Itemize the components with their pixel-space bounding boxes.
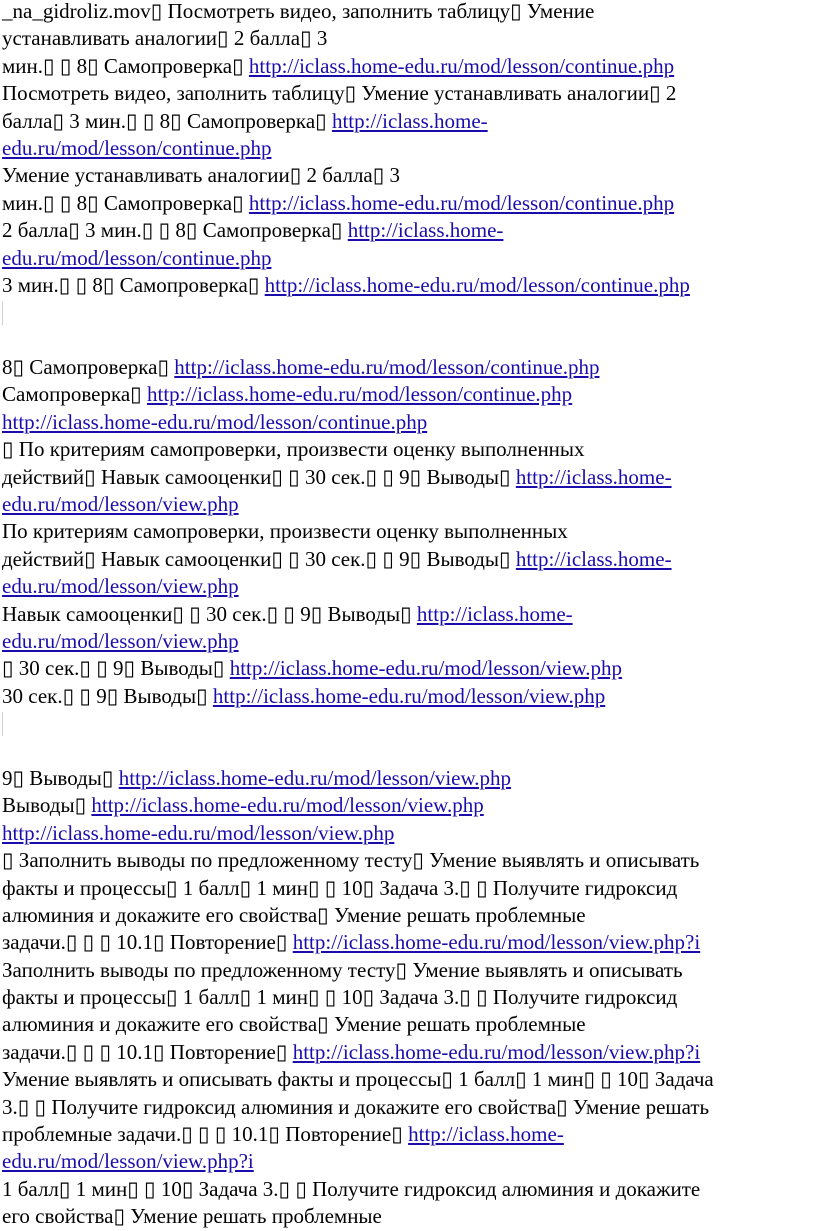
text-line <box>2 53 814 80</box>
lesson-link[interactable]: http://iclass.home-edu.ru/mod/lesson/view.php?i <box>292 1039 701 1064</box>
line-text: задачи.▯ ▯ ▯ 10.1▯ Повторение▯ <box>2 1039 293 1064</box>
text-line <box>2 190 814 217</box>
lesson-link[interactable]: http://iclass.home-edu.ru/mod/lesson/continue.php <box>146 382 573 407</box>
lesson-link[interactable]: http://iclass.home-edu.ru/mod/lesson/view.php <box>212 683 606 708</box>
line-text: 3.▯ ▯ Получите гидроксид алюминия и докажите его свойства▯ Умение решать <box>2 1094 710 1119</box>
text-line <box>2 1203 814 1230</box>
blank-line <box>2 299 814 326</box>
text-line <box>2 217 814 244</box>
text-line <box>2 1011 814 1038</box>
lesson-link[interactable]: http://iclass.home-edu.ru/mod/lesson/view.php <box>229 656 623 681</box>
text-line <box>2 1094 814 1121</box>
text-line <box>2 80 814 107</box>
line-text: его свойства▯ Умение решать проблемные <box>2 1204 382 1229</box>
blank-line <box>2 327 814 354</box>
text-line <box>2 436 814 463</box>
lesson-link[interactable]: edu.ru/mod/lesson/continue.php <box>2 135 272 160</box>
text-line <box>2 135 814 162</box>
text-line <box>2 573 814 600</box>
text-line <box>2 518 814 545</box>
line-text: факты и процессы▯ 1 балл▯ 1 мин▯ ▯ 10▯ Задача 3.▯ ▯ Получите гидроксид <box>2 875 678 900</box>
line-text: Заполнить выводы по предложенному тесту▯ Умение выявлять и описывать <box>2 957 683 982</box>
line-text: действий▯ Навык самооценки▯ ▯ 30 сек.▯ ▯ 9▯ Выводы▯ <box>2 464 516 489</box>
lesson-link[interactable]: http://iclass.home-edu.ru/mod/lesson/view.php?i <box>292 930 701 955</box>
text-line <box>2 108 814 135</box>
text-line <box>2 245 814 272</box>
text-line <box>2 1066 814 1093</box>
line-text: 9▯ Выводы▯ <box>2 765 119 790</box>
lesson-link[interactable]: http://iclass.home- <box>331 108 488 133</box>
line-text: ▯ 30 сек.▯ ▯ 9▯ Выводы▯ <box>2 656 230 681</box>
lesson-link[interactable]: http://iclass.home-edu.ru/mod/lesson/continue.php <box>2 409 428 434</box>
line-text: Навык самооценки▯ ▯ 30 сек.▯ ▯ 9▯ Выводы▯ <box>2 601 417 626</box>
line-text: 1 балл▯ 1 мин▯ ▯ 10▯ Задача 3.▯ ▯ Получите гидроксид алюминия и докажите <box>2 1176 701 1201</box>
text-line <box>2 1148 814 1175</box>
line-text: Посмотреть видео, заполнить таблицу▯ Умение устанавливать аналогии▯ 2 <box>2 81 677 106</box>
text-line <box>2 902 814 929</box>
line-text: балла▯ 3 мин.▯ ▯ 8▯ Самопроверка▯ <box>2 108 332 133</box>
lesson-link[interactable]: edu.ru/mod/lesson/view.php?i <box>2 1149 254 1174</box>
text-line <box>2 655 814 682</box>
text-line <box>2 765 814 792</box>
line-text: _na_gidroliz.mov▯ Посмотреть видео, заполнить таблицу▯ Умение <box>2 0 595 23</box>
line-text: Умение выявлять и описывать факты и процессы▯ 1 балл▯ 1 мин▯ ▯ 10▯ Задача <box>2 1067 714 1092</box>
blank-line <box>2 710 814 737</box>
text-line <box>2 25 814 52</box>
text-line <box>2 272 814 299</box>
lesson-link[interactable]: http://iclass.home- <box>416 601 573 626</box>
lesson-link[interactable]: http://iclass.home-edu.ru/mod/lesson/continue.php <box>248 190 675 215</box>
text-line <box>2 491 814 518</box>
text-line <box>2 1121 814 1148</box>
text-line <box>2 628 814 655</box>
line-text: алюминия и докажите его свойства▯ Умение решать проблемные <box>2 1012 586 1037</box>
text-line <box>2 0 814 25</box>
line-text: Самопроверка▯ <box>2 382 147 407</box>
lesson-link[interactable]: http://iclass.home-edu.ru/mod/lesson/view.php <box>118 765 512 790</box>
lesson-link[interactable]: http://iclass.home-edu.ru/mod/lesson/continue.php <box>174 355 600 380</box>
text-line <box>2 1176 814 1203</box>
line-text: ▯ По критериям самопроверки, произвести оценку выполненных <box>2 437 585 462</box>
lesson-link[interactable]: http://iclass.home- <box>515 546 672 571</box>
document-body <box>2 0 814 1231</box>
lesson-link[interactable]: http://iclass.home-edu.ru/mod/lesson/continue.php <box>248 53 675 78</box>
line-text: Выводы▯ <box>2 793 92 818</box>
text-line <box>2 546 814 573</box>
line-text: 30 сек.▯ ▯ 9▯ Выводы▯ <box>2 683 213 708</box>
line-text: факты и процессы▯ 1 балл▯ 1 мин▯ ▯ 10▯ Задача 3.▯ ▯ Получите гидроксид <box>2 985 678 1010</box>
text-line <box>2 847 814 874</box>
line-text: 8▯ Самопроверка▯ <box>2 355 175 380</box>
line-text: Умение устанавливать аналогии▯ 2 балла▯ 3 <box>2 163 401 188</box>
text-line <box>2 984 814 1011</box>
lesson-link[interactable]: http://iclass.home- <box>515 464 672 489</box>
line-text: задачи.▯ ▯ ▯ 10.1▯ Повторение▯ <box>2 930 293 955</box>
text-line <box>2 792 814 819</box>
text-line <box>2 683 814 710</box>
line-text: мин.▯ ▯ 8▯ Самопроверка▯ <box>2 190 249 215</box>
lesson-link[interactable]: edu.ru/mod/lesson/view.php <box>2 574 239 599</box>
text-line <box>2 601 814 628</box>
lesson-link[interactable]: http://iclass.home- <box>347 218 504 243</box>
lesson-link[interactable]: http://iclass.home-edu.ru/mod/lesson/view.php <box>91 793 484 818</box>
blank-line <box>2 738 814 765</box>
lesson-link[interactable]: http://iclass.home-edu.ru/mod/lesson/continue.php <box>264 272 690 297</box>
line-text: мин.▯ ▯ 8▯ Самопроверка▯ <box>2 53 249 78</box>
line-text: 2 балла▯ 3 мин.▯ ▯ 8▯ Самопроверка▯ <box>2 218 348 243</box>
text-line <box>2 162 814 189</box>
line-text: 3 мин.▯ ▯ 8▯ Самопроверка▯ <box>2 272 265 297</box>
line-text: ▯ Заполнить выводы по предложенному тесту▯ Умение выявлять и описывать <box>2 848 700 873</box>
line-text: По критериям самопроверки, произвести оценку выполненных <box>2 519 568 544</box>
text-line <box>2 354 814 381</box>
text-line <box>2 875 814 902</box>
lesson-link[interactable]: edu.ru/mod/lesson/view.php <box>2 628 239 653</box>
lesson-link[interactable]: http://iclass.home-edu.ru/mod/lesson/view.php <box>2 820 395 845</box>
text-line <box>2 464 814 491</box>
lesson-link[interactable]: edu.ru/mod/lesson/view.php <box>2 492 239 517</box>
lesson-link[interactable]: http://iclass.home- <box>408 1122 564 1147</box>
text-line <box>2 820 814 847</box>
line-text: алюминия и докажите его свойства▯ Умение решать проблемные <box>2 902 586 927</box>
text-line <box>2 381 814 408</box>
text-line <box>2 957 814 984</box>
line-text: проблемные задачи.▯ ▯ ▯ 10.1▯ Повторение▯ <box>2 1122 409 1147</box>
line-text: действий▯ Навык самооценки▯ ▯ 30 сек.▯ ▯ 9▯ Выводы▯ <box>2 546 516 571</box>
lesson-link[interactable]: edu.ru/mod/lesson/continue.php <box>2 245 272 270</box>
line-text: устанавливать аналогии▯ 2 балла▯ 3 <box>2 26 328 51</box>
text-line <box>2 929 814 956</box>
text-line <box>2 409 814 436</box>
text-line <box>2 1039 814 1066</box>
